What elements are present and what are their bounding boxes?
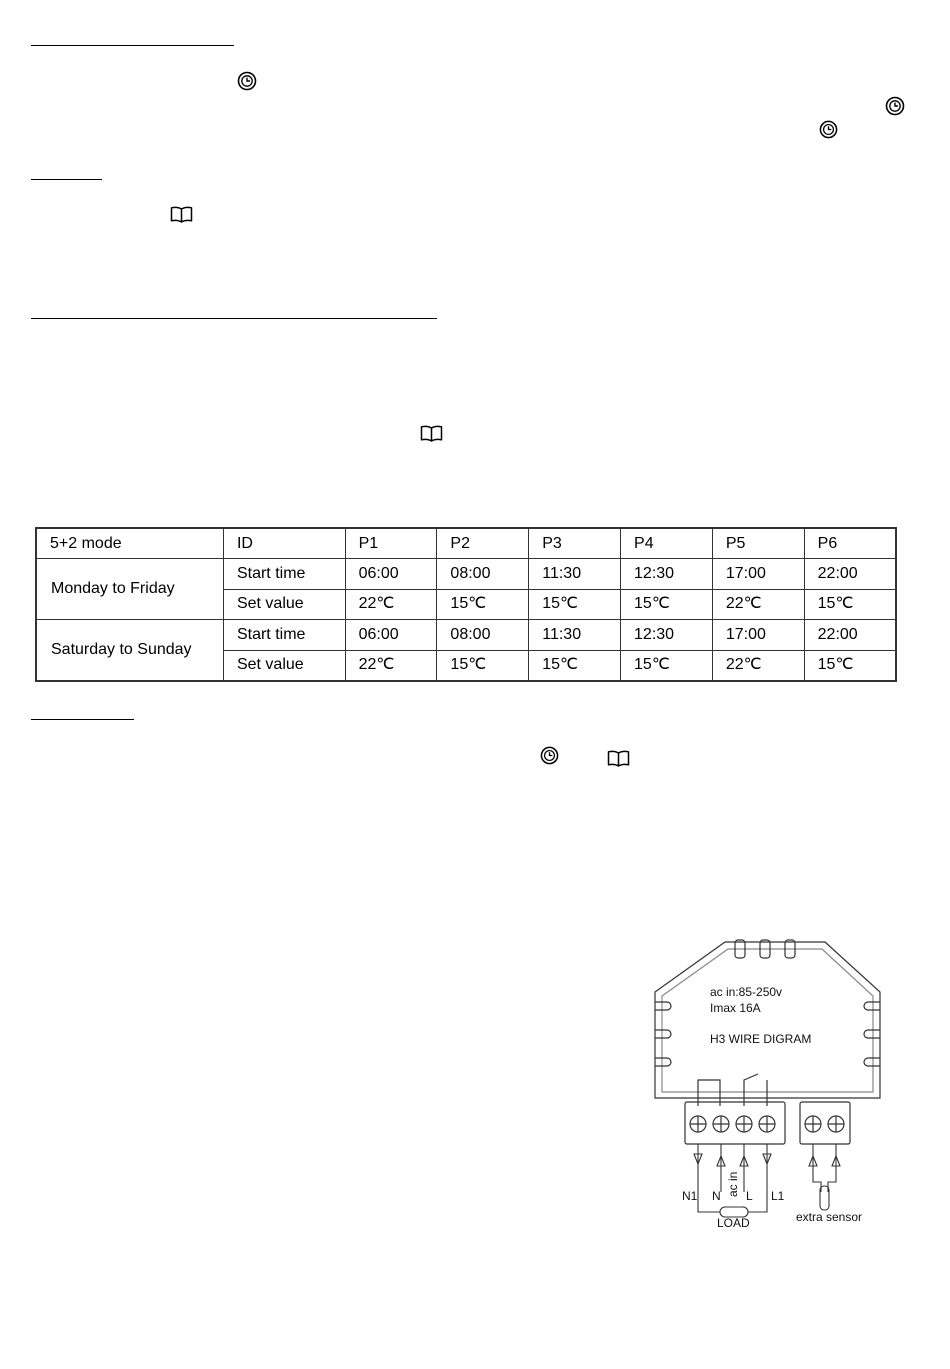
clock-icon (237, 71, 257, 91)
row-label-cell: Start time (223, 559, 345, 590)
group-name-cell: Monday to Friday (36, 559, 223, 620)
value-cell: 22℃ (345, 589, 437, 620)
clock-icon (885, 96, 905, 116)
row-label-cell: Set value (223, 650, 345, 681)
value-cell: 11:30 (529, 559, 621, 590)
sensor-terminal-block (800, 1102, 850, 1144)
value-cell: 15℃ (437, 589, 529, 620)
value-cell: 22℃ (712, 589, 804, 620)
table-header-row (36, 528, 896, 559)
header-cell: P5 (712, 528, 804, 559)
value-cell: 12:30 (621, 559, 713, 590)
terminal-label-ac-in: ac in (726, 1171, 740, 1197)
row-label-cell: Set value (223, 589, 345, 620)
side-notch (864, 1002, 880, 1010)
value-cell: 06:00 (345, 620, 437, 651)
terminal-label-n1: N1 (682, 1189, 698, 1203)
value-cell: 15℃ (529, 589, 621, 620)
diagram-title: H3 WIRE DIGRAM (710, 1032, 812, 1046)
section-1-heading-underline (31, 45, 234, 46)
schedule-table (35, 527, 897, 682)
spec-current-label: Imax 16A (710, 1001, 761, 1015)
row-label-cell: Start time (223, 620, 345, 651)
book-icon (420, 425, 443, 442)
header-cell: P4 (621, 528, 713, 559)
side-notch (655, 1058, 671, 1066)
value-cell: 11:30 (529, 620, 621, 651)
relay-contact (744, 1074, 767, 1106)
section-3-heading-underline (31, 318, 437, 319)
header-cell: 5+2 mode (36, 528, 223, 559)
table-row (36, 559, 896, 590)
value-cell: 22:00 (804, 620, 896, 651)
extra-sensor-label: extra sensor (796, 1210, 863, 1224)
value-cell: 17:00 (712, 559, 804, 590)
wiring-diagram (640, 930, 890, 1235)
book-icon (607, 750, 630, 767)
header-cell: P3 (529, 528, 621, 559)
value-cell: 22℃ (345, 650, 437, 681)
spec-voltage-label: ac in:85-250v (710, 985, 783, 999)
housing-outline (655, 942, 880, 1098)
side-notch (655, 1002, 671, 1010)
header-cell: ID (223, 528, 345, 559)
value-cell: 08:00 (437, 620, 529, 651)
clock-icon (540, 746, 559, 765)
wire-sensor (813, 1144, 836, 1192)
clock-icon (819, 120, 838, 139)
value-cell: 15℃ (804, 650, 896, 681)
value-cell: 15℃ (437, 650, 529, 681)
terminal-label-n: N (712, 1189, 721, 1203)
value-cell: 17:00 (712, 620, 804, 651)
header-cell: P6 (804, 528, 896, 559)
main-terminal-block (685, 1102, 785, 1144)
section-2-heading-underline (31, 179, 102, 180)
value-cell: 12:30 (621, 620, 713, 651)
value-cell: 15℃ (621, 589, 713, 620)
housing-inner-outline (662, 949, 873, 1092)
value-cell: 06:00 (345, 559, 437, 590)
side-notch (864, 1030, 880, 1038)
side-notch (864, 1058, 880, 1066)
group-name-cell: Saturday to Sunday (36, 620, 223, 681)
load-label: LOAD (717, 1216, 750, 1230)
value-cell: 22:00 (804, 559, 896, 590)
value-cell: 15℃ (529, 650, 621, 681)
header-cell: P2 (437, 528, 529, 559)
value-cell: 22℃ (712, 650, 804, 681)
book-icon (170, 206, 193, 223)
terminal-label-l1: L1 (771, 1189, 785, 1203)
value-cell: 15℃ (804, 589, 896, 620)
header-cell: P1 (345, 528, 437, 559)
table-row (36, 620, 896, 651)
section-4-heading-underline (31, 719, 134, 720)
value-cell: 15℃ (621, 650, 713, 681)
value-cell: 08:00 (437, 559, 529, 590)
terminal-label-l: L (746, 1189, 753, 1203)
side-notch (655, 1030, 671, 1038)
